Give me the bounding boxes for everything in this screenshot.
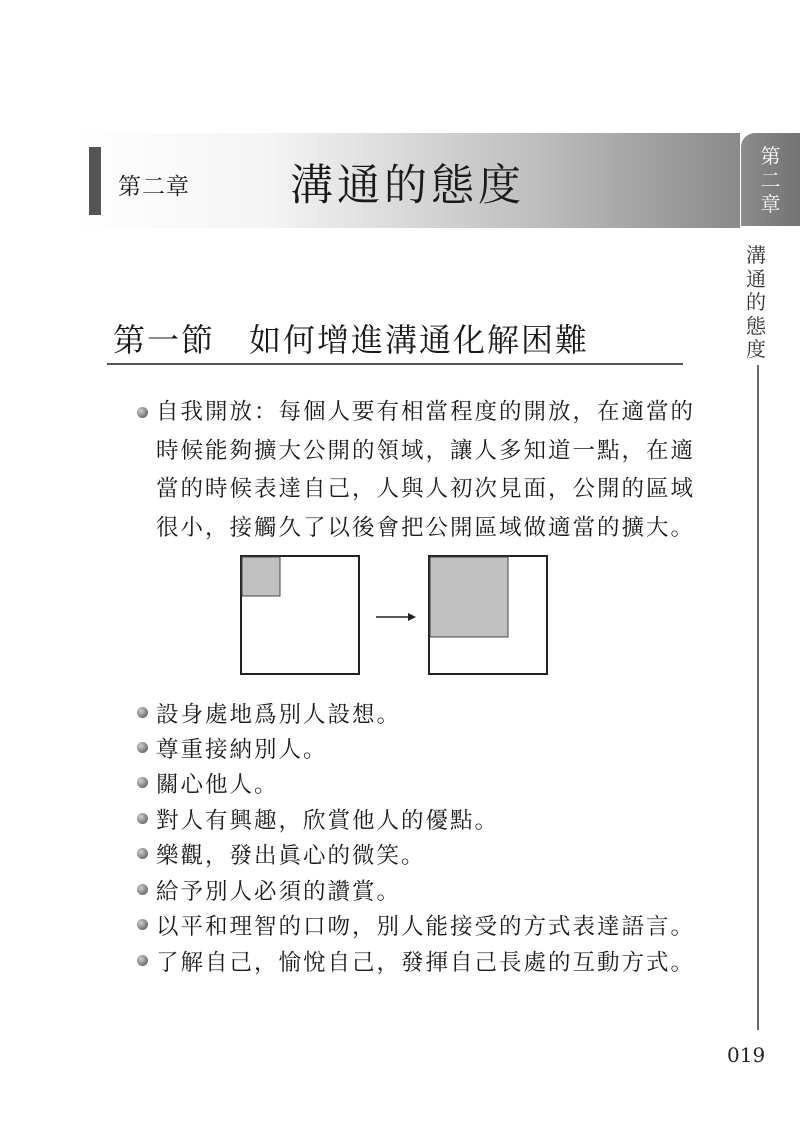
bullet-dot [137,407,148,418]
paragraph-line: 當的時候表達自己，人與人初次見面，公開的區域 [156,476,696,502]
list-item: 設身處地爲別人設想。 [156,702,402,728]
disclosure-diagram [238,553,550,679]
list-item: 尊重接納別人。 [156,737,328,763]
list-item: 給予別人必須的讚賞。 [156,879,402,905]
bullet-dot [137,919,148,930]
side-divider-line [757,365,759,1030]
list-item: 關心他人。 [156,772,279,798]
list-item: 對人有興趣，欣賞他人的優點。 [156,808,500,834]
page-number: 019 [727,1043,766,1067]
list-item: 以平和理智的口吻，別人能接受的方式表達語言。 [156,914,696,940]
small-shaded-area [242,557,280,596]
section-title: 第一節 如何增進溝通化解困難 [113,321,590,359]
bullet-dot [137,955,148,966]
before-square [241,556,359,674]
paragraph-line: 時候能夠擴大公開的領域，讓人多知道一點，在適 [156,437,696,464]
paragraph-self-disclosure [156,393,696,547]
large-shaded-area [430,557,508,637]
chapter-title: 溝通的態度 [290,161,525,211]
banner-accent-bar [89,147,101,215]
chapter-label: 第二章 [118,174,190,200]
bullet-dot [137,848,148,859]
chapter-side-tab [741,133,800,226]
bullet-dot [137,707,148,718]
side-tab-label: 第二章 [760,143,781,216]
paragraph-line: 很小，接觸久了以後會把公開區域做適當的擴大。 [156,514,696,541]
list-item: 樂觀，發出眞心的微笑。 [156,843,426,869]
bullet-dot [137,884,148,895]
section-rule [107,363,683,365]
after-square [429,556,547,674]
bullet-dot [137,777,148,788]
side-vertical-title: 溝通的態度 [746,243,766,361]
list-item: 了解自己，愉悅自己，發揮自己長處的互動方式。 [156,950,696,976]
right-arrow-icon [376,613,416,621]
paragraph-line: 自我開放：每個人要有相當程度的開放，在適當的 [156,399,696,425]
bullet-dot [137,813,148,824]
bullet-dot [137,742,148,753]
